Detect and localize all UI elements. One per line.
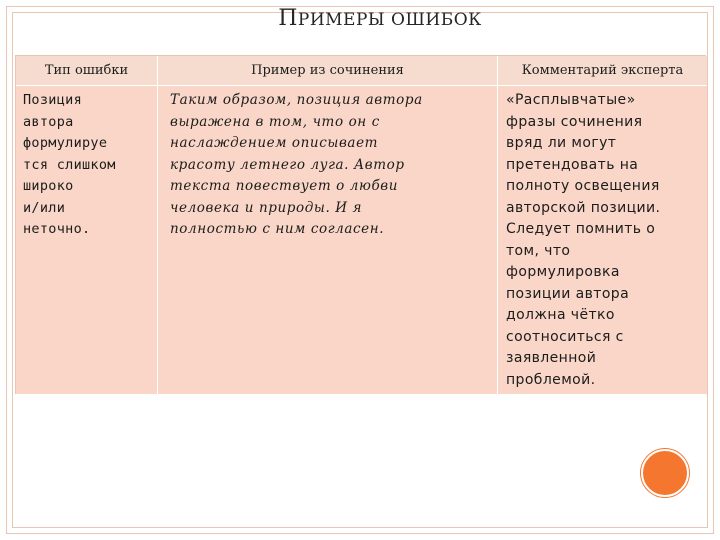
header-example: Пример из сочинения (158, 56, 498, 86)
errors-table (15, 55, 706, 394)
slide-title-rest: РИМЕРЫ ОШИБОК (297, 10, 482, 30)
slide-title-initial: П (278, 6, 298, 31)
header-error-type: Тип ошибки (16, 56, 158, 86)
header-expert-comment: Комментарий эксперта (498, 56, 707, 86)
slide-title (0, 6, 720, 31)
cell-error-type: Позиция автора формулируе тся слишком широко и/или неточно. (16, 86, 158, 395)
cell-example: Таким образом, позиция автора выражена в том, что он с наслаждением описывает красоту летнего луга. Автор текста повествует о любви человека и природы. И я полностью с ним согласен. (158, 86, 498, 395)
cell-expert-comment: «Расплывчатые» фразы сочинения вряд ли могут претендовать на полноту освещения авторской позиции. Следует помнить о том, что формулировка позиции автора должна чётко соотноситься с заявленной проблемой. (498, 86, 707, 395)
decorative-orange-circle (641, 449, 689, 497)
